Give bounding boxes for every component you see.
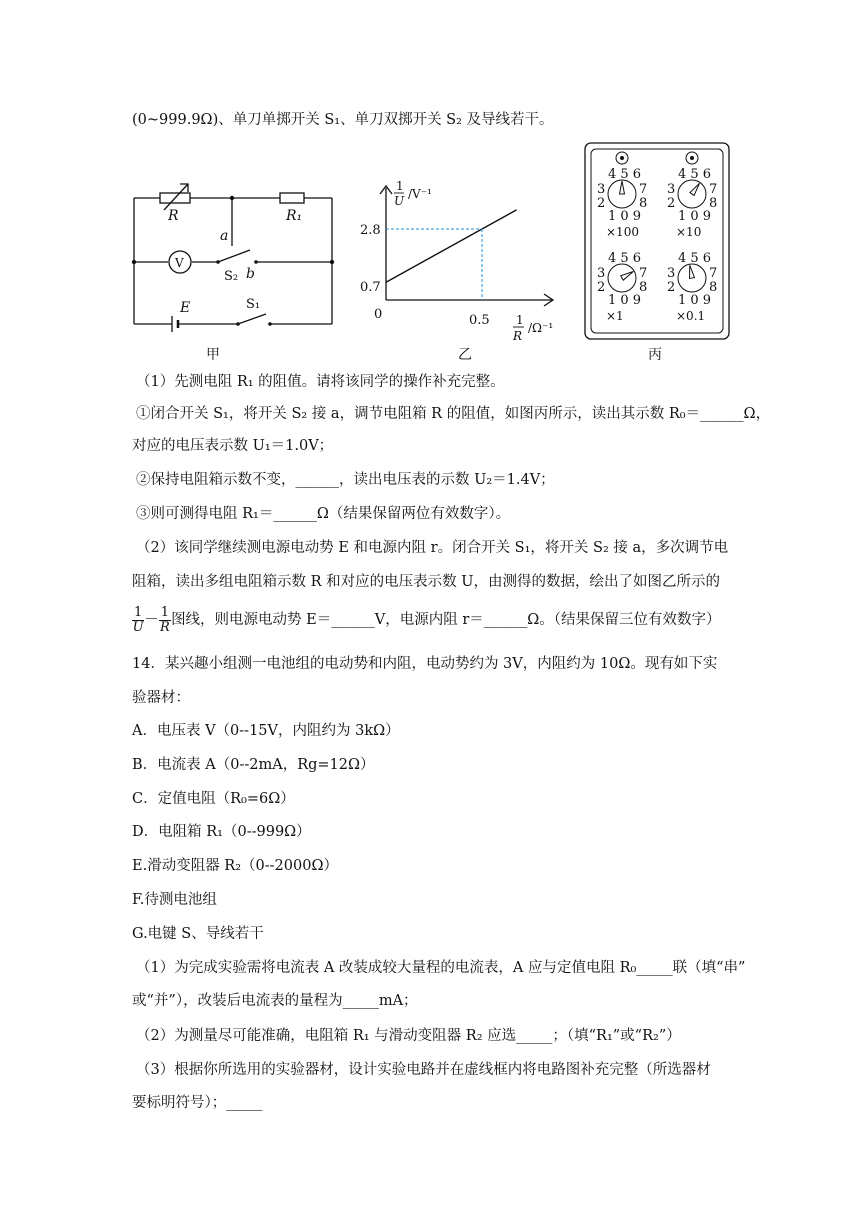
dial-digits-bottom: 1 0 9 <box>678 293 712 308</box>
dial-multiplier: ×10 <box>676 225 702 239</box>
dial-digit-left2: 2 <box>597 196 606 211</box>
dial-digits-bottom: 1 0 9 <box>608 293 642 308</box>
fraction-1-over-U: $\frac{1}{U}$ <box>132 604 144 635</box>
dial-digit-left2: 2 <box>667 196 676 211</box>
dial-digit-left: 3 <box>597 266 606 281</box>
q14-sub2: （2）为测量尽可能准确，电阻箱 R₁ 与滑动变阻器 R₂ 应选_____；（填“R₁”或“R₂”） <box>136 1028 681 1044</box>
dial-digit-right2: 8 <box>639 280 648 295</box>
q14-line1: 14．某兴趣小组测一电池组的电动势和内阻，电动势约为 3V，内阻约为 10Ω。现有如下实 <box>132 656 718 672</box>
q13-step3: ③则可测得电阻 R₁＝______Ω（结果保留两位有效数字）。 <box>136 506 511 522</box>
q14-sub3b: 要标明符号）；_____ <box>132 1095 263 1111</box>
svg-text:/V⁻¹: /V⁻¹ <box>408 187 432 201</box>
dial-digit-right2: 8 <box>709 280 718 295</box>
label-S1: S₁ <box>246 297 261 312</box>
y-tick-2.8: 2.8 <box>360 223 381 238</box>
dial-multiplier: ×0.1 <box>676 309 706 323</box>
q14-line2: 验器材： <box>132 690 190 706</box>
label-a: a <box>220 228 229 244</box>
q13-step2: ②保持电阻箱示数不变，______，读出电压表的示数 U₂＝1.4V； <box>136 472 555 488</box>
dial-digit-right2: 8 <box>709 196 718 211</box>
caption-yi: 乙 <box>458 347 472 363</box>
circuit-diagram <box>120 170 350 360</box>
terminal-knob-center <box>690 156 694 160</box>
dial-digit-right: 7 <box>709 182 718 197</box>
dial-digit-right: 7 <box>709 266 718 281</box>
origin-label: 0 <box>374 307 383 322</box>
dial-digit-left: 3 <box>597 182 606 197</box>
data-line <box>386 210 517 282</box>
svg-text:1: 1 <box>516 313 524 327</box>
svg-text:/Ω⁻¹: /Ω⁻¹ <box>528 321 554 335</box>
dial-digits-top: 4 5 6 <box>608 167 642 182</box>
q13-step1b: 对应的电压表示数 U₁＝1.0V； <box>132 438 334 454</box>
label-V: V <box>175 256 184 270</box>
dial-digits-top: 4 5 6 <box>608 251 642 266</box>
label-R1: R₁ <box>286 208 303 224</box>
svg-text:R: R <box>513 329 523 343</box>
q13-part2c: $\frac{1}{U}$ － $\frac{1}{R}$ 图线，则电源电动势 E＝______V，电源内阻 r＝______Ω。（结果保留三位有效数字） <box>132 604 721 635</box>
y-tick-0.7: 0.7 <box>360 280 381 295</box>
dial-digits-bottom: 1 0 9 <box>608 209 642 224</box>
q13-step1a: ①闭合开关 S₁，将开关 S₂ 接 a，调节电阻箱 R 的阻值，如图丙所示，读出其示数 R₀＝______Ω， <box>136 406 771 422</box>
fraction-1-over-R: $\frac{1}{R}$ <box>160 604 170 635</box>
dial-digit-left2: 2 <box>667 280 676 295</box>
q14-sub1b: 或“并”），改装后电流表的量程为_____mA； <box>132 993 418 1009</box>
dial-digit-left: 3 <box>667 182 676 197</box>
caption-bing: 丙 <box>648 347 662 363</box>
q14-option-E: E.滑动变阻器 R₂（0--2000Ω） <box>132 858 338 874</box>
dial-digit-left: 3 <box>667 266 676 281</box>
dial-digit-left2: 2 <box>597 280 606 295</box>
q13-part2a: （2）该同学继续测电源电动势 E 和电源内阻 r。闭合开关 S₁，将开关 S₂ 接 a，多次调节电 <box>136 540 729 556</box>
label-R: R <box>168 208 179 224</box>
x-tick-0.5: 0.5 <box>469 313 490 328</box>
label-b: b <box>246 266 255 282</box>
dial-digits-top: 4 5 6 <box>678 251 712 266</box>
q14-option-A: A．电压表 V（0--15V，内阻约为 3kΩ） <box>132 723 400 739</box>
label-S2: S₂ <box>224 269 239 284</box>
terminal-knob-center <box>620 156 624 160</box>
dial-digit-right: 7 <box>639 266 648 281</box>
svg-text:U: U <box>394 194 405 208</box>
q14-option-G: G.电键 S、导线若干 <box>132 926 264 942</box>
resistance-box <box>584 142 730 342</box>
dial-multiplier: ×100 <box>606 225 639 239</box>
label-E: E <box>180 300 191 316</box>
dial-digit-right: 7 <box>639 182 648 197</box>
q14-option-D: D．电阻箱 R₁（0--999Ω） <box>132 824 311 840</box>
q14-sub1a: （1）为完成实验需将电流表 A 改装成较大量程的电流表，A 应与定值电阻 R₀_____联（填“串” <box>136 960 746 976</box>
q14-option-B: B．电流表 A（0--2mA，Rg=12Ω） <box>132 757 375 773</box>
q14-option-F: F.待测电池组 <box>132 892 217 908</box>
q13-part2b: 阻箱，读出多组电阻箱示数 R 和对应的电压表示数 U，由测得的数据，绘出了如图乙所示的 <box>132 574 720 590</box>
caption-jia: 甲 <box>206 347 220 363</box>
q14-option-C: C．定值电阻（R₀=6Ω） <box>132 791 295 807</box>
q14-sub3a: （3）根据你所选用的实验器材，设计实验电路并在虚线框内将电路图补充完整（所选器材 <box>136 1062 711 1078</box>
intro-text: (0~999.9Ω)、单刀单掷开关 S₁、单刀双掷开关 S₂ 及导线若干。 <box>132 112 554 128</box>
q13-part1: （1）先测电阻 R₁ 的阻值。请将该同学的操作补充完整。 <box>136 374 505 390</box>
dial-digits-top: 4 5 6 <box>678 167 712 182</box>
svg-text:1: 1 <box>396 179 404 193</box>
dial-multiplier: ×1 <box>606 309 624 323</box>
dial-digits-bottom: 1 0 9 <box>678 209 712 224</box>
dial-digit-right2: 8 <box>639 196 648 211</box>
graph-yi <box>356 172 566 350</box>
resistor-R1 <box>280 193 304 203</box>
